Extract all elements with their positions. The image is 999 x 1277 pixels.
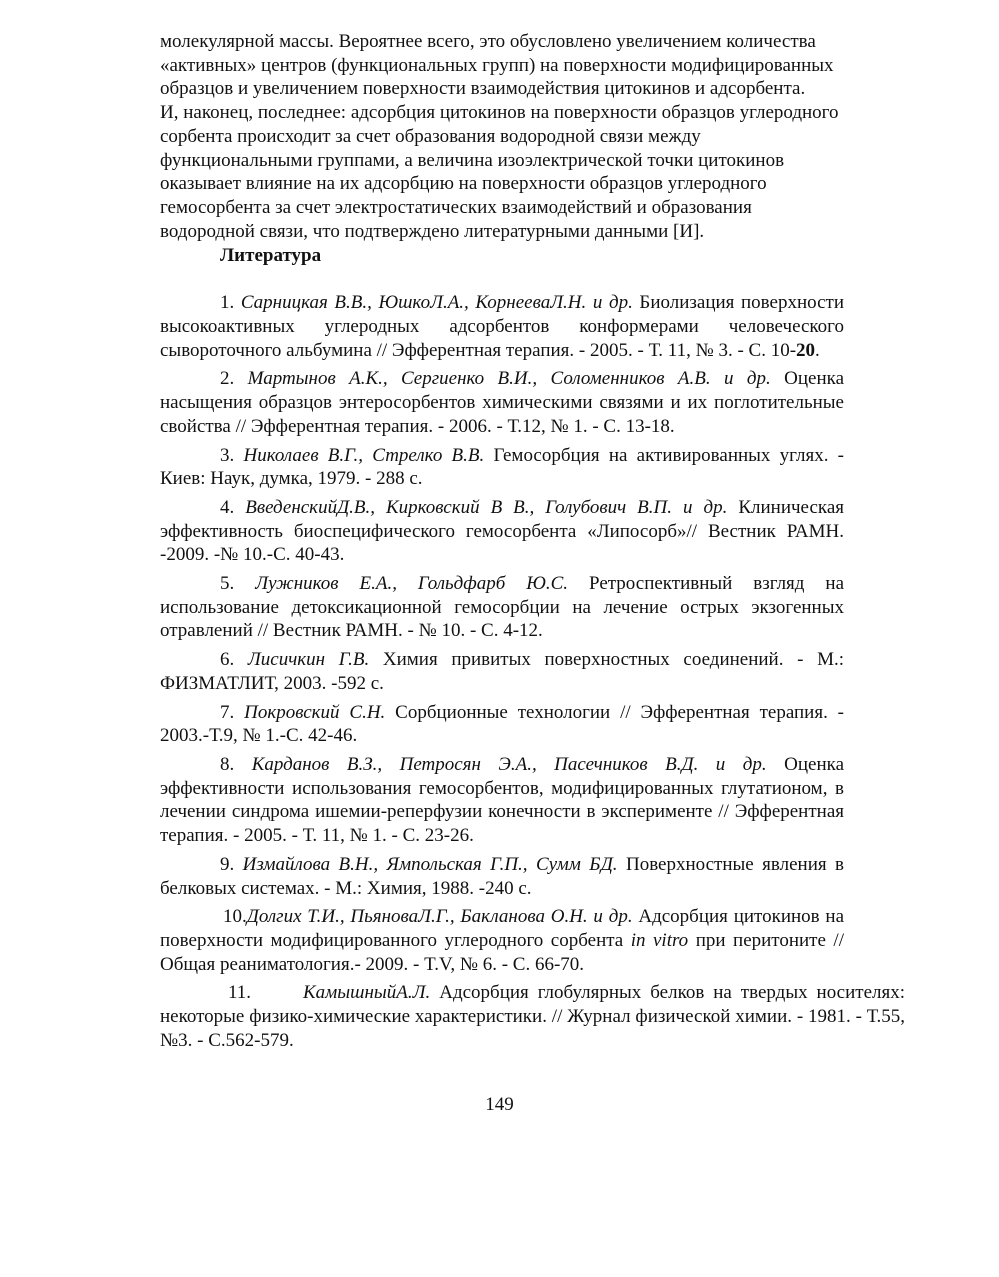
references-heading: Литература [220,245,322,267]
intro-line: «активных» центров (функциональных групп) на поверхности модифицированных [160,54,834,76]
reference-item [160,701,844,748]
reference-authors: Лисичкин Г.В. [247,649,370,671]
intro-line: функциональными группами, а величина изоэлектрической точки цитокинов [160,149,785,171]
reference-authors: Измайлова В.Н., Ямпольская Г.П., Сумм БД. [242,853,618,875]
reference-number: 5. [220,573,235,595]
reference-authors: Карданов В.З., Петросян Э.А., Пасечников В.Д. и др. [251,753,767,775]
reference-item [160,367,844,438]
intro-line: водородной связи, что подтверждено литературными данными [И]. [160,220,705,242]
reference-item [160,648,844,695]
reference-text: Химия привитых поверхностных соединений. - М.: ФИЗМАТЛИТ, 2003. -592 с. [160,649,844,694]
reference-text: Биолизация поверхности высокоактивных углеродных адсорбентов конформерами человеческого сывороточного альбумина // Эфферентная терапия. - 2005. - Т. 11, № 3. - С. 10- [160,292,845,361]
reference-authors: КамышныйА.Л. [303,982,431,1004]
reference-number: 10. [223,906,247,928]
reference-number: 6. [220,649,235,671]
reference-text: Адсорбция глобулярных белков на твердых носителях: некоторые физико-химические характеристики. // Журнал физической химии. - 1981. - Т.55, №3. - С.562-579. [160,982,905,1051]
reference-number: 2. [220,368,235,390]
reference-authors: Сарницкая В.В., ЮшкоЛ.А., КорнееваЛ.Н. и др. [240,292,633,314]
intro-line: образцов и увеличением поверхности взаимодействия цитокинов и адсорбента. [160,78,806,100]
reference-authors: Мартынов А.К., Сергиенко В.И., Соломенников А.В. и др. [247,368,771,390]
reference-text: Гемосорбция на активированных углях. - Киев: Наук, думка, 1979. - 288 с. [160,444,844,490]
reference-item [160,853,844,900]
reference-item [160,444,844,491]
intro-line: гемосорбента за счет электростатических взаимодействий и образования [160,196,752,218]
reference-text: Оценка насыщения образцов энтеросорбентов химическими связями и их поглотительные свойства // Эфферентная терапия. - 2006. - Т.12, № 1. - С. 13-18. [160,368,845,437]
reference-text-end: при перитоните // Общая реаниматология.- 2009. - T.V, № 6. - С. 66-70. [160,929,844,975]
intro-line: И, наконец, последнее: адсорбция цитокинов на поверхности образцов углеродного [160,102,839,124]
reference-item [160,753,844,848]
reference-text: Ретроспективный взгляд на использование детоксикационной гемосорбции на лечение острых экзогенных отравлений // Вестник РАМН. - № 10. - С. 4-12. [160,573,844,642]
reference-number: 8. [220,753,235,775]
reference-authors: Лужников Е.А., Гольдфарб Ю.С. [255,573,569,595]
reference-number: 4. [220,496,235,518]
reference-italic-term: in vitro [630,929,689,951]
intro-line: молекулярной массы. Вероятнее всего, это обусловлено увеличением количества [160,31,816,52]
reference-item [160,905,844,976]
intro-paragraph [160,30,844,243]
reference-item [160,496,844,567]
intro-line: сорбента происходит за счет образования водородной связи между [160,125,701,147]
reference-item [160,291,844,362]
reference-text: Адсорбция цитокинов на поверхности модифицированного углеродного сорбента [160,906,844,951]
reference-text: Клиническая эффективность биоспецифического гемосорбента «Липосорб»// Вестник РАМН. -2009. -№ 10.-С. 40-43. [160,496,844,566]
reference-authors: Долгих Т.И., ПьяноваЛ.Г., Бакланова О.Н. и др. [246,906,633,928]
reference-number: 1. [220,292,235,314]
reference-number: 11. [228,982,252,1004]
reference-item [160,981,905,1052]
page-content [160,30,905,1057]
references-list [160,291,905,1052]
intro-line: оказывает влияние на их адсорбцию на поверхности образцов углеродного [160,173,767,195]
reference-authors: Николаев В.Г., Стрелко В.В. [243,444,485,466]
reference-number: 3. [220,444,235,466]
reference-authors: Покровский С.Н. [244,701,386,723]
reference-end: . [815,339,820,361]
reference-text: Сорбционные технологии // Эфферентная терапия. - 2003.-Т.9, № 1.-С. 42-46. [160,701,845,747]
reference-number: 9. [220,853,235,875]
reference-authors: ВведенскийД.В., Кирковский В В., Голубович В.П. и др. [245,496,728,518]
reference-page-bold: 20 [796,339,816,361]
reference-text: Поверхностные явления в белковых системах. - М.: Химия, 1988. -240 с. [160,853,844,899]
reference-text: Оценка эффективности использования гемосорбентов, модифицированных глутатионом, в лечении синдрома ишемии-реперфузии конечности в эксперименте // Эфферентная терапия. - 2005. - Т. 11, № 1. - С. 23-26. [160,753,845,847]
reference-item [160,572,844,643]
reference-number: 7. [220,701,235,723]
page-number: 149 [485,1094,514,1115]
